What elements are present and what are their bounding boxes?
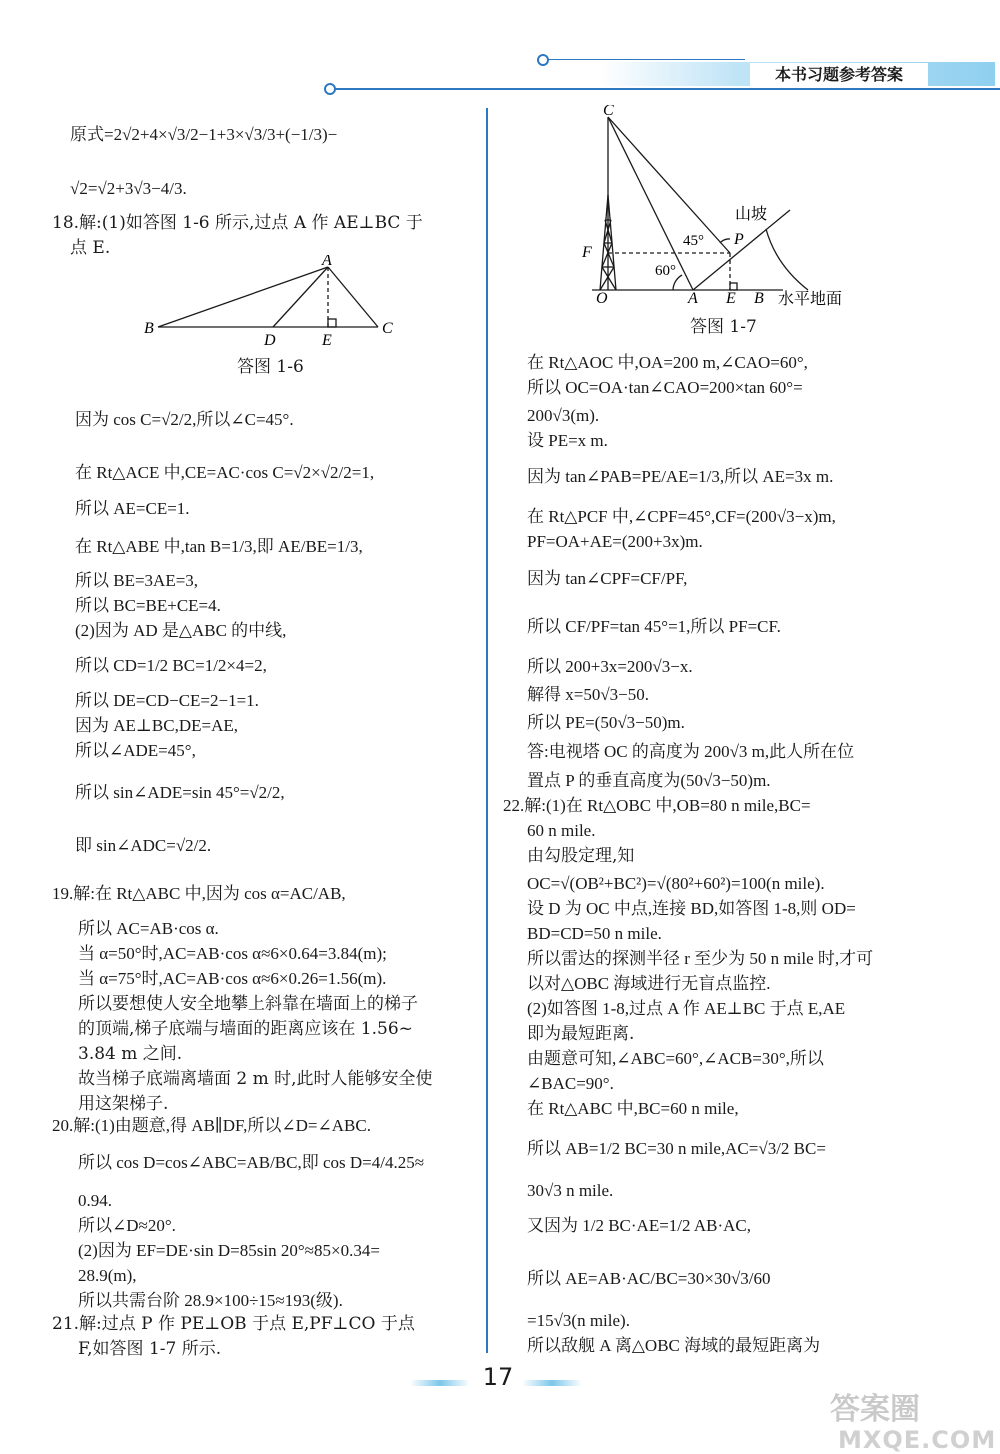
fig7-ground-label: 水平地面 — [778, 291, 843, 308]
fig6-label-a: A — [322, 255, 332, 269]
figure-1-6-caption: 答图 1-6 — [237, 357, 304, 377]
text-line: 在 Rt△ACE 中,CE=AC·cos C=√2×√2/2=1, — [75, 463, 375, 482]
text-line: 所以 CF/PF=tan 45°=1,所以 PF=CF. — [527, 617, 781, 636]
text-line: (2)因为 AD 是△ABC 的中线, — [75, 621, 287, 640]
fig6-label-b: B — [144, 320, 154, 337]
fig7-label-o: O — [596, 290, 608, 307]
header-title: 本书习题参考答案 — [750, 63, 928, 87]
text-line: 所以 PE=(50√3−50)m. — [527, 713, 685, 732]
text-line: 所以 BE=3AE=3, — [75, 571, 199, 590]
fig7-label-a: A — [688, 290, 698, 307]
text-line: 所以 AB=1/2 BC=30 n mile,AC=√3/2 BC= — [527, 1139, 826, 1158]
fig7-label-p: P — [734, 231, 744, 248]
text-line: 所以要想使人安全地攀上斜靠在墙面上的梯子 — [78, 994, 418, 1014]
figure-1-7 — [578, 105, 868, 310]
text-line: 在 Rt△AOC 中,OA=200 m,∠CAO=60°, — [527, 353, 808, 372]
text-line: 当 α=50°时,AC=AB·cos α≈6×0.64=3.84(m); — [78, 944, 387, 963]
text-line: 置点 P 的垂直高度为(50√3−50)m. — [527, 771, 771, 790]
text-line: =15√3(n mile). — [527, 1311, 630, 1330]
text-line: 所以 AE=AB·AC/BC=30×30√3/60 — [527, 1269, 771, 1288]
text-line: 因为 AE⊥BC,DE=AE, — [75, 716, 238, 735]
text-line: 以对△OBC 海域进行无盲点监控. — [527, 974, 771, 993]
text-line: 故当梯子底端离墙面 2 m 时,此时人能够安全使 — [78, 1069, 433, 1089]
footer-bar-left — [410, 1380, 470, 1386]
text-line: ∠BAC=90°. — [527, 1074, 614, 1093]
text-line: √2=√2+3√3−4/3. — [70, 179, 187, 198]
fig6-label-d: D — [264, 332, 276, 349]
text-line: OC=√(OB²+BC²)=√(80²+60²)=100(n mile). — [527, 874, 825, 893]
text-line: 当 α=75°时,AC=AB·cos α≈6×0.26=1.56(m). — [78, 969, 387, 988]
text-line: 200√3(m). — [527, 406, 600, 425]
text-line: 所以∠ADE=45°, — [75, 741, 196, 760]
problem-19-heading: 19.解:在 Rt△ABC 中,因为 cos α=AC/AB, — [52, 884, 346, 903]
fig6-label-c: C — [382, 320, 393, 337]
text-line: 又因为 1/2 BC·AE=1/2 AB·AC, — [527, 1216, 751, 1235]
text-line: PF=OA+AE=(200+3x)m. — [527, 532, 703, 551]
fig7-label-b: B — [754, 290, 764, 307]
text-line: 因为 cos C=√2/2,所以∠C=45°. — [75, 410, 294, 429]
fig7-angle-60: 60° — [655, 263, 676, 279]
text-line: 在 Rt△ABE 中,tan B=1/3,即 AE/BE=1/3, — [75, 537, 363, 556]
text-line: 所以 OC=OA·tan∠CAO=200×tan 60°= — [527, 378, 803, 397]
text-line: 30√3 n mile. — [527, 1181, 614, 1200]
problem-22-heading: 22.解:(1)在 Rt△OBC 中,OB=80 n mile,BC= — [503, 796, 811, 815]
fig7-angle-45: 45° — [683, 233, 704, 249]
text-line: 用这架梯子. — [78, 1094, 169, 1114]
figure-1-6 — [140, 255, 410, 350]
text-line: 所以 AC=AB·cos α. — [78, 919, 219, 938]
text-line: 因为 tan∠PAB=PE/AE=1/3,所以 AE=3x m. — [527, 467, 834, 486]
text-line: BD=CD=50 n mile. — [527, 924, 662, 943]
problem-18-heading: 18.解:(1)如答图 1-6 所示,过点 A 作 AE⊥BC 于 — [52, 213, 423, 233]
fig7-slope-label: 山坡 — [735, 206, 768, 223]
text-line: 即为最短距离. — [527, 1024, 635, 1044]
fig7-label-c: C — [603, 105, 614, 119]
text-line: 0.94. — [78, 1191, 112, 1210]
text-line: 由勾股定理,知 — [527, 846, 635, 866]
text-line: 3.84 m 之间. — [78, 1044, 183, 1064]
text-line: 所以 DE=CD−CE=2−1=1. — [75, 691, 259, 710]
text-line: 所以 200+3x=200√3−x. — [527, 657, 693, 676]
text-line: 所以 cos D=cos∠ABC=AB/BC,即 cos D=4/4.25≈ — [78, 1153, 425, 1172]
text-line: 所以 AE=CE=1. — [75, 499, 190, 518]
text-line: 60 n mile. — [527, 821, 596, 840]
watermark-url: MXQE.COM — [838, 1426, 997, 1454]
watermark-logo: 答案圈 — [830, 1392, 920, 1427]
header-line-upper — [545, 59, 745, 60]
header-dot-icon — [537, 54, 549, 66]
text-line: 设 D 为 OC 中点,连接 BD,如答图 1-8,则 OD= — [527, 899, 856, 918]
fig6-label-e: E — [322, 332, 332, 349]
text-line: 在 Rt△PCF 中,∠CPF=45°,CF=(200√3−x)m, — [527, 507, 836, 526]
header-line — [330, 88, 1000, 90]
text-line: 所以∠D≈20°. — [78, 1216, 176, 1235]
column-divider — [486, 108, 488, 1353]
text-line: 原式=2√2+4×√3/2−1+3×√3/3+(−1/3)− — [70, 125, 338, 144]
text-line: 因为 tan∠CPF=CF/PF, — [527, 569, 688, 588]
text-line: 所以敌舰 A 离△OBC 海域的最短距离为 — [527, 1336, 821, 1355]
page-number: 17 — [482, 1363, 514, 1391]
text-line: 所以雷达的探测半径 r 至少为 50 n mile 时,才可 — [527, 949, 874, 968]
text-line: F,如答图 1-7 所示. — [78, 1339, 222, 1359]
text-line: (2)因为 EF=DE·sin D=85sin 20°≈85×0.34= — [78, 1241, 380, 1260]
text-line: 所以 CD=1/2 BC=1/2×4=2, — [75, 656, 267, 675]
figure-1-7-caption: 答图 1-7 — [690, 317, 757, 337]
text-line: 即 sin∠ADC=√2/2. — [75, 836, 212, 855]
text-line: 设 PE=x m. — [527, 431, 608, 450]
text-line: 所以 sin∠ADE=sin 45°=√2/2, — [75, 783, 285, 802]
header-dot-icon — [324, 83, 336, 95]
text-line: 28.9(m), — [78, 1266, 137, 1285]
text-line: (2)如答图 1-8,过点 A 作 AE⊥BC 于点 E,AE — [527, 999, 846, 1018]
text-line: 答:电视塔 OC 的高度为 200√3 m,此人所在位 — [527, 742, 855, 761]
fig7-label-e: E — [726, 290, 736, 307]
problem-21-heading: 21.解:过点 P 作 PE⊥OB 于点 E,PF⊥CO 于点 — [52, 1314, 415, 1334]
footer-bar-right — [522, 1380, 582, 1386]
fig7-label-f: F — [582, 244, 592, 261]
text-line: 所以 BC=BE+CE=4. — [75, 596, 221, 615]
text-line: 在 Rt△ABC 中,BC=60 n mile, — [527, 1099, 739, 1118]
text-line: 解得 x=50√3−50. — [527, 685, 650, 704]
problem-20-heading: 20.解:(1)由题意,得 AB∥DF,所以∠D=∠ABC. — [52, 1116, 371, 1135]
text-line: 由题意可知,∠ABC=60°,∠ACB=30°,所以 — [527, 1049, 824, 1068]
text-line: 所以共需台阶 28.9×100÷15≈193(级). — [78, 1291, 343, 1310]
text-line: 的顶端,梯子底端与墙面的距离应该在 1.56~ — [78, 1019, 413, 1039]
text-line: 点 E. — [70, 238, 111, 258]
